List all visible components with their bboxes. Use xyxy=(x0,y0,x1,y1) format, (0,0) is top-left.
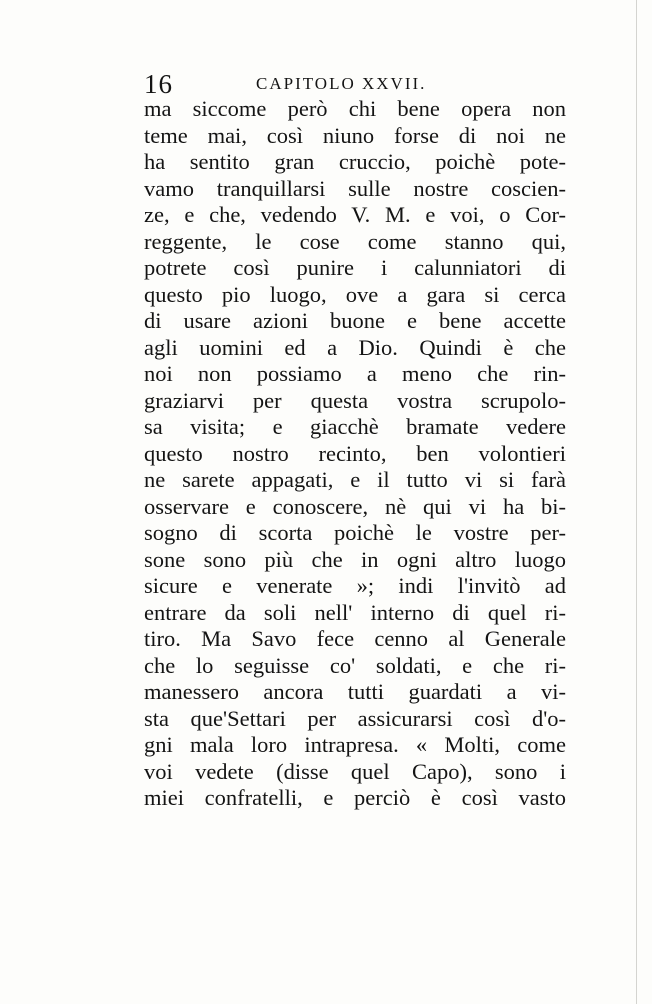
text-line: teme mai, così niuno forse di noi ne xyxy=(144,122,566,148)
text-line: tiro. Ma Savo fece cenno al Generale xyxy=(144,626,566,651)
text-line: gni mala loro intrapresa. « Molti, come xyxy=(144,732,566,757)
text-line: agli uomini ed a Dio. Quindi è che xyxy=(144,334,566,360)
text-line: sogno di scorta poichè le vostre per- xyxy=(144,520,566,545)
text-line: sa visita; e giacchè bramate vedere xyxy=(144,414,566,439)
page-edge-line xyxy=(636,0,637,1004)
text-line: ne sarete appagati, e il tutto vi si farà xyxy=(144,467,566,492)
text-line: vamo tranquillarsi sulle nostre coscien- xyxy=(144,175,566,201)
text-line: noi non possiamo a meno che rin- xyxy=(144,361,566,386)
text-line: ha sentito gran cruccio, poichè pote- xyxy=(144,149,566,174)
text-line: manessero ancora tutti guardati a vi- xyxy=(144,679,566,704)
text-line: potrete così punire i calunniatori di xyxy=(144,255,566,280)
text-line: osservare e conoscere, nè qui vi ha bi- xyxy=(144,493,566,519)
text-line: ma siccome però chi bene opera non xyxy=(144,96,566,121)
text-line: voi vedete (disse quel Capo), sono i xyxy=(144,758,566,784)
text-line: di usare azioni buone e bene accette xyxy=(144,308,566,333)
body-text xyxy=(144,96,566,812)
text-line: graziarvi per questa vostra scrupolo- xyxy=(144,387,566,413)
text-line: ze, e che, vedendo V. M. e voi, o Cor- xyxy=(144,202,566,227)
text-line: che lo seguisse co' soldati, e che ri- xyxy=(144,652,566,678)
text-line: questo pio luogo, ove a gara si cerca xyxy=(144,281,566,307)
text-line: entrare da soli nell' interno di quel ri- xyxy=(144,599,566,625)
text-line: questo nostro recinto, ben volontieri xyxy=(144,440,566,466)
text-line: miei confratelli, e perciò è così vasto xyxy=(144,785,566,810)
text-line: sta que'Settari per assicurarsi così d'o- xyxy=(144,705,566,731)
text-line: sone sono più che in ogni altro luogo xyxy=(144,546,566,572)
page-number: 16 xyxy=(144,69,173,99)
text-line: reggente, le cose come stanno qui, xyxy=(144,228,566,254)
text-line: sicure e venerate »; indi l'invitò ad xyxy=(144,573,566,598)
chapter-title: CAPITOLO XXVII. xyxy=(256,74,427,93)
